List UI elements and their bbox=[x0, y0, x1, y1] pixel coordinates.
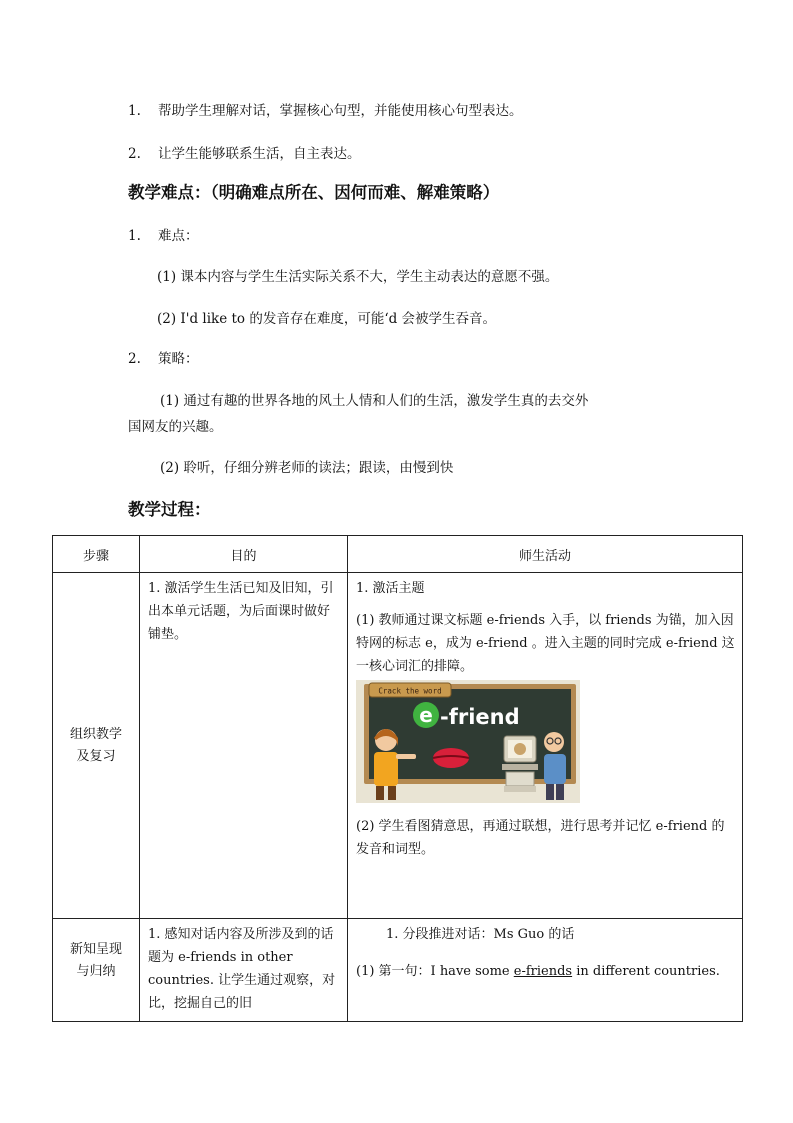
difficulty-item-2: (2) I'd like to 的发音存在难度，可能‘d 会被学生吞音。 bbox=[157, 311, 497, 327]
lips-icon bbox=[433, 748, 469, 768]
banner-text: Crack the word bbox=[378, 686, 442, 696]
difficulty-item-1: (1) 课本内容与学生生活实际关系不大，学生主动表达的意愿不强。 bbox=[157, 269, 559, 285]
activity-cell bbox=[348, 919, 743, 1022]
difficulty-heading: 教学难点：（明确难点所在、因何而难、解难策略） bbox=[128, 183, 500, 202]
process-table bbox=[52, 535, 743, 1022]
table-row bbox=[53, 573, 743, 919]
crack-the-word-image bbox=[356, 680, 736, 811]
purpose-cell: 1. 激活学生生活已知及旧知，引出本单元话题，为后面课时做好铺垫。 bbox=[140, 573, 348, 919]
activity-title: 1. 激活主题 bbox=[356, 581, 425, 596]
table-row bbox=[53, 919, 743, 1022]
header-activity: 师生活动 bbox=[348, 536, 743, 573]
header-purpose: 目的 bbox=[140, 536, 348, 573]
activity-paragraph: (1) 教师通过课文标题 e-friends 入手，以 friends 为锚，加入因特网的标志 e，成为 e-friend 。进入主题的同时完成 e-friend 这一核心词汇的排障。 bbox=[356, 613, 735, 674]
objective-2: 2. 让学生能够联系生活，自主表达。 bbox=[128, 146, 361, 162]
books-icon bbox=[506, 772, 534, 786]
strategy-item-1: (1) 通过有趣的世界各地的风土人情和人们的生活，激发学生真的去交外 bbox=[160, 393, 589, 409]
strategy-item-1-cont: 国网友的兴趣。 bbox=[128, 419, 223, 435]
strategy-label: 2. 策略： bbox=[128, 351, 199, 367]
step-cell: 新知呈现 与归纳 bbox=[53, 919, 140, 1022]
friend-word: -friend bbox=[440, 705, 520, 729]
header-step: 步骤 bbox=[53, 536, 140, 573]
svg-text:e: e bbox=[419, 703, 433, 727]
purpose-cell: 1. 感知对话内容及所涉及到的话题为 e-friends in other countries. 让学生通过观察，对比，挖掘自己的旧 bbox=[140, 919, 348, 1022]
table-header-row bbox=[53, 536, 743, 573]
objective-1: 1. 帮助学生理解对话，掌握核心句型，并能使用核心句型表达。 bbox=[128, 103, 523, 119]
process-heading: 教学过程： bbox=[128, 500, 211, 519]
step-cell: 组织教学 及复习 bbox=[53, 573, 140, 919]
activity-paragraph: (1) 第一句：I have some e-friends in different countries. bbox=[356, 964, 720, 979]
activity-title: 1. 分段推进对话：Ms Guo 的话 bbox=[386, 927, 575, 942]
activity-paragraph-2: (2) 学生看图猜意思，再通过联想，进行思考并记忆 e-friend 的发音和词型。 bbox=[356, 819, 725, 857]
activity-cell bbox=[348, 573, 743, 919]
strategy-item-2: (2) 聆听，仔细分辨老师的读法；跟读，由慢到快 bbox=[160, 460, 454, 476]
difficulty-label: 1. 难点： bbox=[128, 228, 199, 244]
chalkboard-illustration bbox=[356, 680, 580, 803]
